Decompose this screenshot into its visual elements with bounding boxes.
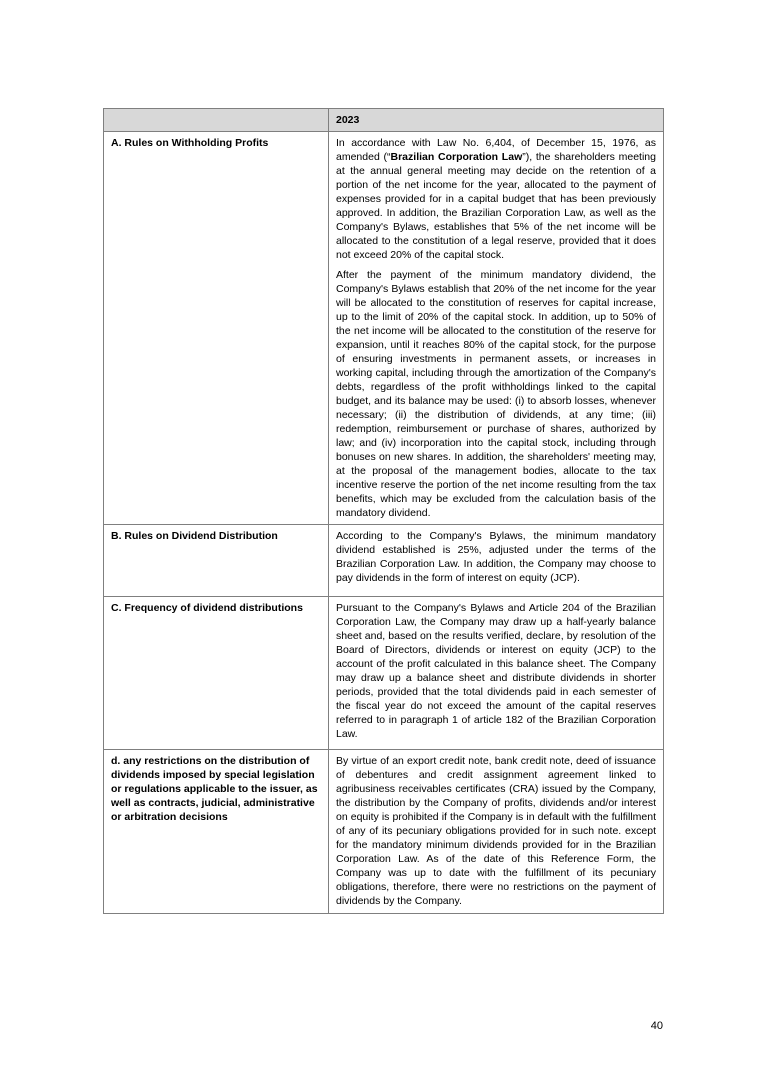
table-row-distribution-restrictions bbox=[104, 750, 664, 914]
paragraph: By virtue of an export credit note, bank credit note, deed of issuance of debentures and credit assignment agreement linked to agribusiness receivables certificates (CRA) issued by the Company, the distribution by the Company of profits, dividends and/or interest on equity is prohibited if the Company is in default with the fulfillment of any of its pecuniary obligations provided for in such note. except for the mandatory minimum dividends provided for in the Brazilian Corporation Law. As of the date of this Reference Form, the Company was up to date with the fulfillment of its pecuniary obligations, therefore, there were no restrictions on the payment of dividends by the Company. bbox=[336, 755, 656, 907]
row-value-withholding-profits bbox=[329, 132, 664, 525]
row-value-dividend-distribution bbox=[329, 525, 664, 597]
row-label-withholding-profits: A. Rules on Withholding Profits bbox=[104, 132, 329, 525]
page-number: 40 bbox=[650, 1020, 663, 1032]
table-row-distribution-frequency bbox=[104, 597, 664, 750]
paragraph: According to the Company's Bylaws, the minimum mandatory dividend established is 25%, adjusted under the terms of the Brazilian Corporation Law. In addition, the Company may choose to pay dividends in the form of interest on equity (JCP). bbox=[336, 530, 656, 584]
table-row-withholding-profits bbox=[104, 132, 664, 525]
table-row-dividend-distribution bbox=[104, 525, 664, 597]
row-label-dividend-distribution: B. Rules on Dividend Distribution bbox=[104, 525, 329, 597]
row-value-distribution-restrictions bbox=[329, 750, 664, 914]
row-value-distribution-frequency bbox=[329, 597, 664, 750]
paragraph: After the payment of the minimum mandatory dividend, the Company's Bylaws establish that 20% of the net income for the year will be allocated to the constitution of reserves for capital increase, up to the limit of 20% of the capital stock. In addition, up to 50% of the net income will be allocated to the constitution of the reserve for expansion, until it reaches 80% of the capital stock, for the purpose of ensuring investments in permanent assets, or increases in working capital, including through the amortization of the Company's debts, regardless of the profit withholdings linked to the capital budget, and its balance may be used: (i) to absorb losses, whenever necessary; (ii) the distribution of dividends, at any time; (iii) redemption, reimbursement or purchase of shares, authorized by law; and (iv) incorporation into the capital stock, including through bonuses on new shares. In addition, the shareholders' meeting may, at the proposal of the management bodies, allocate to the tax incentive reserve the portion of the net income resulting from the tax benefits, which may be excluded from the calculation basis of the mandatory dividend. bbox=[336, 269, 656, 519]
table-header-row bbox=[104, 109, 664, 132]
dividend-policy-table bbox=[103, 108, 664, 914]
row-label-distribution-restrictions: d. any restrictions on the distribution of dividends imposed by special legislation or regulations applicable to the issuer, as well as contracts, judicial, administrative or arbitration decisions bbox=[104, 750, 329, 914]
header-empty-cell bbox=[104, 109, 329, 132]
paragraph: In accordance with Law No. 6,404, of December 15, 1976, as amended (“Brazilian Corporation Law”), the shareholders meeting at the annual general meeting may decide on the retention of a portion of the net income for the year, allocated to the payment of expenses provided for in a capital budget that has been previously approved. In addition, the Brazilian Corporation Law, as well as the Company's Bylaws, establishes that 5% of the net income will be allocated to the constitution of a legal reserve, provided that it does not exceed 20% of the capital stock. bbox=[336, 137, 656, 261]
row-label-distribution-frequency: C. Frequency of dividend distributions bbox=[104, 597, 329, 750]
paragraph: Pursuant to the Company's Bylaws and Article 204 of the Brazilian Corporation Law, the Company may draw up a half-yearly balance sheet and, based on the results verified, declare, by resolution of the Board of Directors, dividends or interest on equity (JCP) to the account of the profit calculated in this balance sheet. The Company may draw up a balance sheet and distribute dividends in shorter periods, provided that the total dividends paid in each semester of the fiscal year do not exceed the amount of the capital reserves referred to in paragraph 1 of article 182 of the Brazilian Corporation Law. bbox=[336, 602, 656, 740]
header-year-cell: 2023 bbox=[329, 109, 664, 132]
